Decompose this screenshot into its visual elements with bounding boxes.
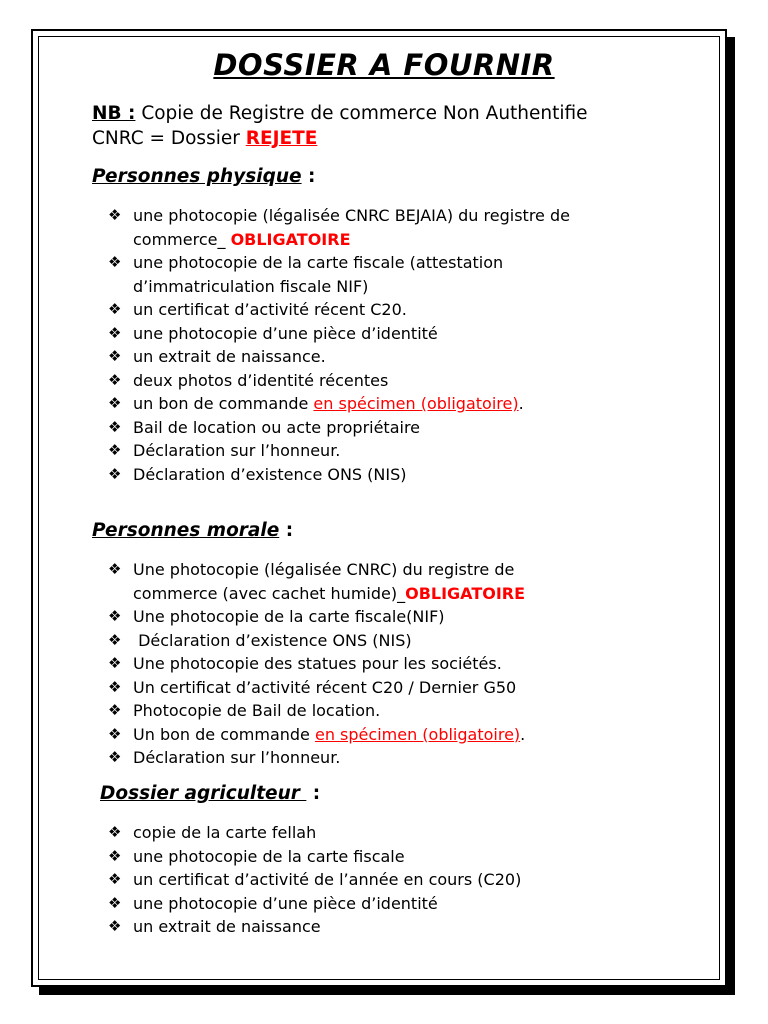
nb-label: NB : [92, 103, 136, 124]
bullet-icon: ❖ [108, 748, 122, 766]
bullet-icon: ❖ [108, 300, 122, 318]
item-text: Déclaration sur l’honneur. [133, 441, 341, 460]
list-item [108, 369, 668, 393]
bullet-icon: ❖ [108, 724, 122, 743]
item-text: Une photocopie de la carte fiscale(NIF) [133, 607, 445, 626]
item-text: Photocopie de Bail de location. [133, 701, 381, 720]
bullet-icon: ❖ [108, 253, 122, 271]
list-personnes-morale [108, 558, 668, 770]
list-item [108, 746, 668, 770]
item-text: Déclaration d’existence ONS (NIS) [133, 630, 412, 650]
list-item [108, 322, 668, 346]
item-text: . [518, 394, 524, 413]
item-text: copie de la carte fellah [133, 823, 317, 842]
nb-line2: CNRC = Dossier [92, 128, 246, 149]
list-item [108, 558, 668, 605]
item-text: une photocopie d’une pièce d’identité [133, 893, 438, 913]
list-item [108, 463, 668, 487]
bullet-icon: ❖ [108, 464, 122, 483]
obligatoire-label: OBLIGATOIRE [405, 583, 526, 603]
heading-agriculteur-colon: : [306, 783, 321, 804]
item-text: d’immatriculation fiscale NIF) [133, 276, 369, 296]
specimen-note: en spécimen (obligatoire) [313, 394, 519, 413]
item-text: Déclaration d’existence ONS (NIS) [133, 464, 407, 484]
item-text: commerce_ [133, 229, 231, 249]
item-text: un bon de commande [133, 394, 314, 413]
list-item [108, 845, 668, 869]
item-text: une photocopie de la carte fiscale [133, 846, 405, 866]
list-item [108, 699, 668, 723]
list-item [108, 915, 668, 939]
list-item [108, 868, 668, 892]
bullet-icon: ❖ [108, 206, 122, 224]
item-text: Un certificat d’activité récent C20 / Dernier G50 [133, 677, 517, 697]
bullet-icon: ❖ [108, 560, 122, 578]
list-item [108, 392, 668, 416]
item-text: commerce (avec cachet humide)_ [133, 583, 406, 603]
item-text: . [520, 724, 526, 744]
list-item [108, 439, 668, 463]
bullet-icon: ❖ [108, 823, 122, 841]
item-text: un extrait de naissance. [133, 347, 326, 366]
bullet-icon: ❖ [108, 846, 122, 865]
heading-dossier-agriculteur [100, 783, 320, 804]
bullet-icon: ❖ [108, 347, 122, 365]
list-item [108, 204, 668, 251]
bullet-icon: ❖ [108, 701, 122, 719]
item-text: Un bon de commande [133, 724, 315, 744]
item-text: un extrait de naissance [133, 917, 321, 936]
list-item [108, 629, 668, 653]
bullet-icon: ❖ [108, 917, 122, 935]
item-text: une photocopie de la carte fiscale (attestation [133, 253, 504, 272]
item-text: un certificat d’activité de l’année en cours (C20) [133, 870, 522, 889]
item-text: un certificat d’activité récent C20. [133, 300, 407, 319]
list-item [108, 416, 668, 440]
bullet-icon: ❖ [108, 417, 122, 436]
heading-morale-text: Personnes morale [92, 520, 280, 541]
heading-physique-colon: : [301, 166, 316, 187]
heading-morale-colon: : [279, 520, 294, 541]
heading-personnes-morale [92, 520, 293, 541]
heading-personnes-physique [92, 166, 315, 187]
bullet-icon: ❖ [108, 441, 122, 459]
item-text: une photocopie d’une pièce d’identité [133, 323, 438, 343]
document-title: DOSSIER A FOURNIR [213, 48, 555, 82]
list-item [108, 676, 668, 700]
heading-physique-text: Personnes physique [92, 166, 302, 187]
bullet-icon: ❖ [108, 893, 122, 912]
item-text: Déclaration sur l’honneur. [133, 748, 341, 767]
list-item [108, 605, 668, 629]
heading-agriculteur-text: Dossier agriculteur [100, 783, 307, 804]
list-item [108, 821, 668, 845]
item-text: une photocopie (légalisée CNRC BEJAIA) du registre de [133, 206, 570, 225]
list-item [108, 298, 668, 322]
bullet-icon: ❖ [108, 677, 122, 696]
list-item [108, 723, 668, 747]
bullet-icon: ❖ [108, 323, 122, 342]
item-text: Bail de location ou acte propriétaire [133, 417, 421, 437]
list-dossier-agriculteur [108, 821, 668, 939]
bullet-icon: ❖ [108, 630, 122, 649]
item-text: Une photocopie (légalisée CNRC) du registre de [133, 560, 515, 579]
bullet-icon: ❖ [108, 394, 122, 412]
item-text: Une photocopie des statues pour les sociétés. [133, 654, 502, 673]
bullet-icon: ❖ [108, 654, 122, 672]
specimen-note: en spécimen (obligatoire) [314, 724, 521, 744]
bullet-icon: ❖ [108, 870, 122, 888]
bullet-icon: ❖ [108, 370, 122, 389]
nb-line1: Copie de Registre de commerce Non Authentifie [135, 103, 588, 124]
list-item [108, 345, 668, 369]
rejete-label: REJETE [245, 128, 318, 149]
obligatoire-label: OBLIGATOIRE [230, 229, 351, 249]
list-item [108, 892, 668, 916]
bullet-icon: ❖ [108, 607, 122, 625]
list-personnes-physique [108, 204, 668, 486]
nb-notice [92, 101, 692, 151]
list-item [108, 251, 668, 298]
list-item [108, 652, 668, 676]
item-text: deux photos d’identité récentes [133, 370, 389, 390]
